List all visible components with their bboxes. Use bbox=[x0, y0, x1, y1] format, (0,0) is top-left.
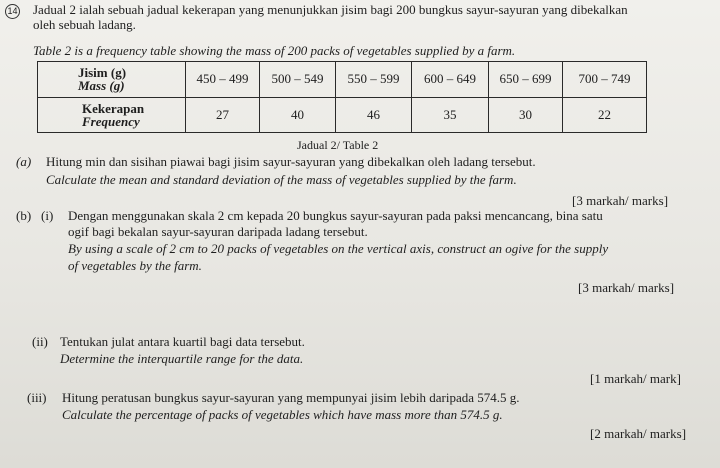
part-b-i-marks: [3 markah/ marks] bbox=[578, 280, 675, 295]
part-a-malay: Hitung min dan sisihan piawai bagi jisim sayur-sayuran yang dibekalkan oleh ladang tersebut. bbox=[46, 154, 536, 169]
table-caption: Jadual 2/ Table 2 bbox=[297, 138, 379, 152]
part-b-iii-malay: Hitung peratusan bungkus sayur-sayuran yang mempunyai jisim lebih daripada 574.5 g. bbox=[62, 390, 520, 405]
question-number-badge: 14 bbox=[5, 4, 20, 19]
mass-header-english: Mass (g) bbox=[78, 78, 125, 94]
class-cell: 550 – 599 bbox=[336, 62, 412, 98]
frequency-header-english: Frequency bbox=[82, 113, 140, 129]
class-cell: 450 – 499 bbox=[186, 62, 260, 98]
table-row-mass bbox=[38, 62, 647, 98]
class-cell: 700 – 749 bbox=[563, 62, 647, 98]
part-a-english: Calculate the mean and standard deviation of the mass of vegetables supplied by the farm. bbox=[46, 172, 517, 187]
frequency-cell: 35 bbox=[412, 97, 489, 133]
part-b-iii-label: (iii) bbox=[27, 390, 47, 405]
part-b-i-malay-line2: ogif bagi bekalan sayur-sayuran daripada ladang tersebut. bbox=[68, 224, 368, 239]
intro-malay-line1: Jadual 2 ialah sebuah jadual kekerapan yang menunjukkan jisim bagi 200 bungkus sayur-sayuran yang dibekalkan bbox=[33, 2, 628, 17]
part-b-iii-english: Calculate the percentage of packs of vegetables which have mass more than 574.5 g. bbox=[62, 407, 503, 422]
frequency-cell: 40 bbox=[260, 97, 336, 133]
frequency-header-malay: Kekerapan bbox=[82, 100, 145, 116]
intro-english: Table 2 is a frequency table showing the mass of 200 packs of vegetables supplied by a farm. bbox=[33, 43, 516, 58]
class-cell: 650 – 699 bbox=[489, 62, 563, 98]
part-b-label: (b) bbox=[16, 208, 32, 223]
class-cell: 600 – 649 bbox=[412, 62, 489, 98]
intro-malay-line2: oleh sebuah ladang. bbox=[33, 17, 136, 32]
class-cell: 500 – 549 bbox=[260, 62, 336, 98]
part-b-ii-english: Determine the interquartile range for the data. bbox=[60, 351, 304, 366]
part-a-label: (a) bbox=[16, 154, 32, 169]
frequency-cell: 30 bbox=[489, 97, 563, 133]
frequency-cell: 46 bbox=[336, 97, 412, 133]
frequency-table bbox=[37, 61, 647, 133]
table-row-frequency bbox=[38, 97, 647, 133]
part-b-i-label: (i) bbox=[41, 208, 54, 223]
frequency-cell: 27 bbox=[186, 97, 260, 133]
part-b-ii-label: (ii) bbox=[32, 334, 48, 349]
mass-header-cell bbox=[38, 62, 186, 98]
frequency-header-cell bbox=[38, 97, 186, 133]
part-b-i-english-line1: By using a scale of 2 cm to 20 packs of vegetables on the vertical axis, construct an ogive for the supply bbox=[68, 241, 609, 256]
part-a-marks: [3 markah/ marks] bbox=[572, 193, 669, 208]
part-b-i-english-line2: of vegetables by the farm. bbox=[68, 258, 202, 273]
part-b-i-malay-line1: Dengan menggunakan skala 2 cm kepada 20 bungkus sayur-sayuran pada paksi mencancang, bina satu bbox=[68, 208, 603, 223]
mass-header-malay: Jisim (g) bbox=[78, 65, 127, 81]
part-b-iii-marks: [2 markah/ marks] bbox=[590, 426, 687, 441]
part-b-ii-marks: [1 markah/ mark] bbox=[590, 371, 681, 386]
frequency-cell: 22 bbox=[563, 97, 647, 133]
part-b-ii-malay: Tentukan julat antara kuartil bagi data tersebut. bbox=[60, 334, 305, 349]
